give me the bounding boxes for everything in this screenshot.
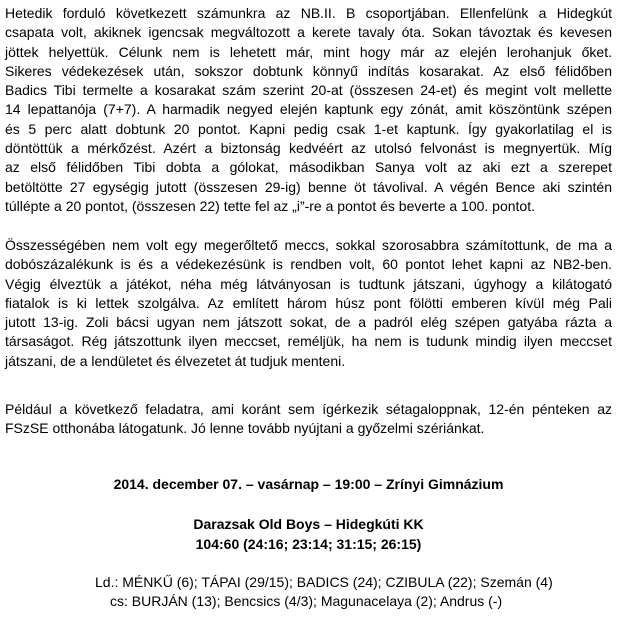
paragraph-line: betöltötte 27 egységig jutott (összesen 29-ig) benne öt távolival. A végén Bence aki szintén xyxy=(5,178,612,195)
paragraph-line: FSzSE otthonába látogatunk. Jó lenne tovább nyújtani a győzelmi szériánkat. xyxy=(5,420,485,437)
report-paragraph-1 xyxy=(5,4,612,216)
paragraph-line: Például a következő feladatra, ami koránt sem ígérkezik sétagaloppnak, 12-én pénteken az xyxy=(5,401,612,417)
lineup-bench: cs: BURJÁN (13); Bencsics (4/3); Magunacelaya (2); Andrus (-) xyxy=(110,593,503,609)
paragraph-line: döntöttük a mérkőzést. Azért a biztonság kedvéért az utolsó felvonást is megnyertük. Míg xyxy=(5,140,612,157)
paragraph-line: Hetedik forduló következett számunkra az NB.II. B csoportjában. Ellenfelünk a Hidegkút xyxy=(5,5,612,21)
paragraph-line: fiatalok is ki lettek szolgálva. Az említett három húsz pont fölötti emberen kívül még Pali xyxy=(5,294,612,311)
paragraph-line: Sikeres védekezések után, sokszor dobtunk könnyű indítás kosarakat. Az első félidőben xyxy=(5,62,612,79)
report-paragraph-3 xyxy=(5,400,612,439)
match-teams: Darazsak Old Boys – Hidegkúti KK xyxy=(193,516,424,532)
paragraph-line: és 5 perc alatt dobtunk 20 pontot. Kapni pedig csak 1-et kaptunk. Így gyakorlatilag el is xyxy=(5,120,612,137)
report-paragraph-2 xyxy=(5,236,612,371)
paragraph-line: az első félidőben Tibi dobta a gólokat, másodikban Sanya volt az aki ezt a szerepet xyxy=(5,159,612,176)
paragraph-line: dobószázalékunk is és a védekezésünk is rendben volt, 60 pontot lehet kapni az NB2-ben. xyxy=(5,256,612,273)
paragraph-line: 14 lepattanója (7+7). A harmadik negyed elején kaptunk egy zónát, amit köszöntünk szépen xyxy=(5,101,612,118)
paragraph-line: játszani, de a lendületet és élvezetet át tudjuk menteni. xyxy=(5,352,346,369)
lineup-starters: Ld.: MÉNKŰ (6); TÁPAI (29/15); BADICS (24); CZIBULA (22); Szemán (4) xyxy=(95,574,553,590)
paragraph-line: jutott 13-ig. Zoli bácsi ugyan nem játszott sokat, de a padról elég szépen gatyába rázta a xyxy=(5,314,612,331)
paragraph-line: Badics Tibi termelte a kosarakat szám szerint 20-at (összesen 24-et) és megint volt mellette xyxy=(5,82,612,99)
match-score: 104:60 (24:16; 23:14; 31:15; 26:15) xyxy=(195,536,422,552)
paragraph-line: Összességében nem volt egy megerőltető meccs, sokkal szorosabbra számítottunk, de ma a xyxy=(5,237,612,253)
match-date-venue: 2014. december 07. – vasárnap – 19:00 – Zrínyi Gimnázium xyxy=(113,476,504,492)
paragraph-line: társaságot. Rég játszottunk ilyen meccset, reméljük, ha nem is tudunk mindig ilyen meccset xyxy=(5,333,612,350)
paragraph-line: jöttek helyettük. Célunk nem is lehetett már, mint hogy már az elején lerohanjuk őket. xyxy=(5,43,612,60)
paragraph-line: csapata volt, akiknek igencsak megváltozott a kerete tavaly óta. Sokan távoztak és kevesen xyxy=(5,24,612,41)
paragraph-line: Végig élveztük a játékot, néha még látványosan is tudtunk játszani, úgyhogy a kilátogató xyxy=(5,275,612,292)
paragraph-line: túllépte a 20 pontot, (összesen 22) tette fel az „i”-re a pontot és beverte a 100. pontot. xyxy=(5,197,535,214)
